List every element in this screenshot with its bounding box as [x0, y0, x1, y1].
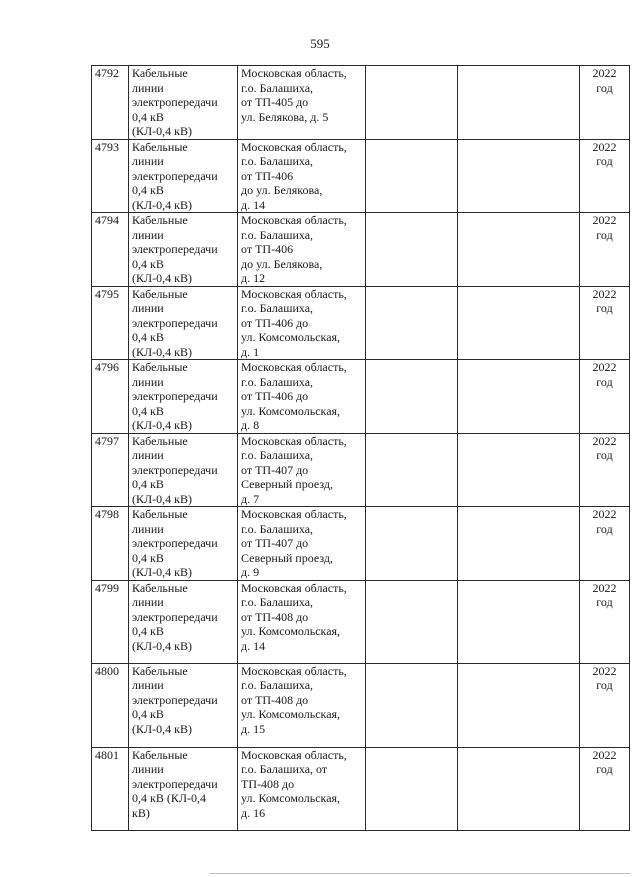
empty-cell	[366, 360, 458, 434]
empty-cell	[366, 286, 458, 360]
empty-cell	[366, 580, 458, 663]
row-number: 4799	[92, 580, 129, 663]
registry-table	[91, 65, 630, 831]
object-name: Кабельные линии электропередачи 0,4 кВ (КЛ-0,4 кВ)	[129, 286, 238, 360]
empty-cell	[366, 139, 458, 213]
row-number: 4797	[92, 433, 129, 507]
table-row	[92, 580, 630, 663]
empty-cell	[366, 433, 458, 507]
row-number: 4801	[92, 747, 129, 830]
table-row	[92, 286, 630, 360]
empty-cell	[458, 580, 580, 663]
object-address: Московская область, г.о. Балашиха, от ТП-406 до ул. Комсомольская, д. 8	[238, 360, 366, 434]
year-cell: 2022 год	[580, 433, 630, 507]
object-address: Московская область, г.о. Балашиха, от ТП-405 до ул. Белякова, д. 5	[238, 66, 366, 140]
object-address: Московская область, г.о. Балашиха, от ТП-408 до ул. Комсомольская, д. 16	[238, 747, 366, 830]
year-cell: 2022 год	[580, 286, 630, 360]
object-address: Московская область, г.о. Балашиха, от ТП-406 до ул. Комсомольская, д. 1	[238, 286, 366, 360]
object-name: Кабельные линии электропередачи 0,4 кВ (КЛ-0,4 кВ)	[129, 139, 238, 213]
empty-cell	[458, 747, 580, 830]
empty-cell	[458, 139, 580, 213]
object-name: Кабельные линии электропередачи 0,4 кВ (КЛ-0,4 кВ)	[129, 747, 238, 830]
year-cell: 2022 год	[580, 66, 630, 140]
table-row	[92, 139, 630, 213]
year-cell: 2022 год	[580, 360, 630, 434]
page-number: 595	[310, 36, 330, 51]
row-number: 4794	[92, 213, 129, 287]
table-row	[92, 213, 630, 287]
object-address: Московская область, г.о. Балашиха, от ТП-407 до Северный проезд, д. 7	[238, 433, 366, 507]
empty-cell	[458, 663, 580, 747]
year-cell: 2022 год	[580, 663, 630, 747]
empty-cell	[458, 213, 580, 287]
object-name: Кабельные линии электропередачи 0,4 кВ (КЛ-0,4 кВ)	[129, 66, 238, 140]
object-name: Кабельные линии электропередачи 0,4 кВ (КЛ-0,4 кВ)	[129, 507, 238, 581]
empty-cell	[366, 66, 458, 140]
empty-cell	[366, 663, 458, 747]
row-number: 4800	[92, 663, 129, 747]
table-row	[92, 507, 630, 581]
row-number: 4792	[92, 66, 129, 140]
scan-artifact-line	[210, 873, 630, 874]
object-name: Кабельные линии электропередачи 0,4 кВ (КЛ-0,4 кВ)	[129, 360, 238, 434]
row-number: 4795	[92, 286, 129, 360]
empty-cell	[366, 507, 458, 581]
object-address: Московская область, г.о. Балашиха, от ТП-406 до ул. Белякова, д. 14	[238, 139, 366, 213]
object-address: Московская область, г.о. Балашиха, от ТП-408 до ул. Комсомольская, д. 15	[238, 663, 366, 747]
year-cell: 2022 год	[580, 747, 630, 830]
object-name: Кабельные линии электропередачи 0,4 кВ (КЛ-0,4 кВ)	[129, 433, 238, 507]
empty-cell	[458, 66, 580, 140]
empty-cell	[366, 747, 458, 830]
table-row	[92, 360, 630, 434]
object-address: Московская область, г.о. Балашиха, от ТП-407 до Северный проезд, д. 9	[238, 507, 366, 581]
object-name: Кабельные линии электропередачи 0,4 кВ (КЛ-0,4 кВ)	[129, 213, 238, 287]
row-number: 4798	[92, 507, 129, 581]
year-cell: 2022 год	[580, 139, 630, 213]
table-row	[92, 747, 630, 830]
empty-cell	[458, 507, 580, 581]
year-cell: 2022 год	[580, 507, 630, 581]
empty-cell	[458, 286, 580, 360]
table-row	[92, 433, 630, 507]
year-cell: 2022 год	[580, 213, 630, 287]
empty-cell	[458, 360, 580, 434]
year-cell: 2022 год	[580, 580, 630, 663]
object-name: Кабельные линии электропередачи 0,4 кВ (КЛ-0,4 кВ)	[129, 663, 238, 747]
object-address: Московская область, г.о. Балашиха, от ТП-408 до ул. Комсомольская, д. 14	[238, 580, 366, 663]
object-address: Московская область, г.о. Балашиха, от ТП-406 до ул. Белякова, д. 12	[238, 213, 366, 287]
row-number: 4793	[92, 139, 129, 213]
row-number: 4796	[92, 360, 129, 434]
table-row	[92, 663, 630, 747]
table-row	[92, 66, 630, 140]
empty-cell	[366, 213, 458, 287]
empty-cell	[458, 433, 580, 507]
object-name: Кабельные линии электропередачи 0,4 кВ (КЛ-0,4 кВ)	[129, 580, 238, 663]
